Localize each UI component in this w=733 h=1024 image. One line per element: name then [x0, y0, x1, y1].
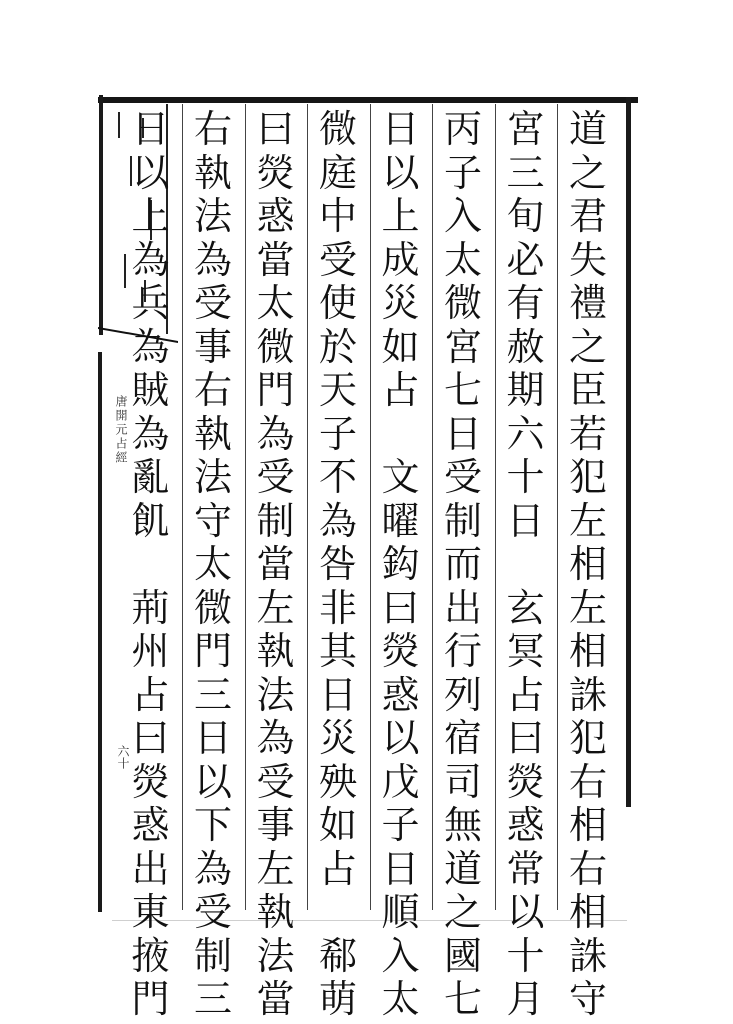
column-rule	[307, 104, 308, 910]
column-rule	[557, 104, 558, 910]
text-column: 日 以 上 為 兵 為 賊 為 亂 飢 荊 州 占 曰 熒 惑 出 東 掖 門	[131, 107, 170, 1021]
gutter-page-number: 六十	[116, 745, 130, 769]
left-border-upper	[99, 95, 103, 335]
text-column: 曰 熒 惑 當 太 微 門 為 受 制 當 左 執 法 為 受 事 左 執 法 當	[256, 107, 295, 1021]
text-column: 道 之 君 失 禮 之 臣 若 犯 左 相 左 相 誅 犯 右 相 右 相 誅 守	[568, 107, 607, 1021]
column-rule	[432, 104, 433, 910]
column-rule	[495, 104, 496, 910]
text-column: 日 以 上 成 災 如 占 文 曜 鈎 曰 熒 惑 以 戊 子 日 順 入 太	[381, 107, 420, 1021]
top-border	[98, 97, 638, 103]
column-rule	[370, 104, 371, 910]
gutter-book-title: 唐開元占經	[114, 395, 128, 465]
column-rule	[245, 104, 246, 910]
column-rule	[182, 104, 183, 910]
left-border-lower	[98, 352, 102, 912]
text-column: 宮 三 旬 必 有 赦 期 六 十 日 玄 冥 占 曰 熒 惑 常 以 十 月	[506, 107, 545, 1021]
right-border	[626, 97, 631, 807]
text-column: 微 庭 中 受 使 於 天 子 不 為 咎 非 其 日 災 殃 如 占 郗 萌	[318, 107, 357, 1021]
text-column: 右 執 法 為 受 事 右 執 法 守 太 微 門 三 日 以 下 為 受 制 三	[193, 107, 232, 1021]
text-column: 丙 子 入 太 微 宮 七 日 受 制 而 出 行 列 宿 司 無 道 之 國 七	[443, 107, 482, 1021]
